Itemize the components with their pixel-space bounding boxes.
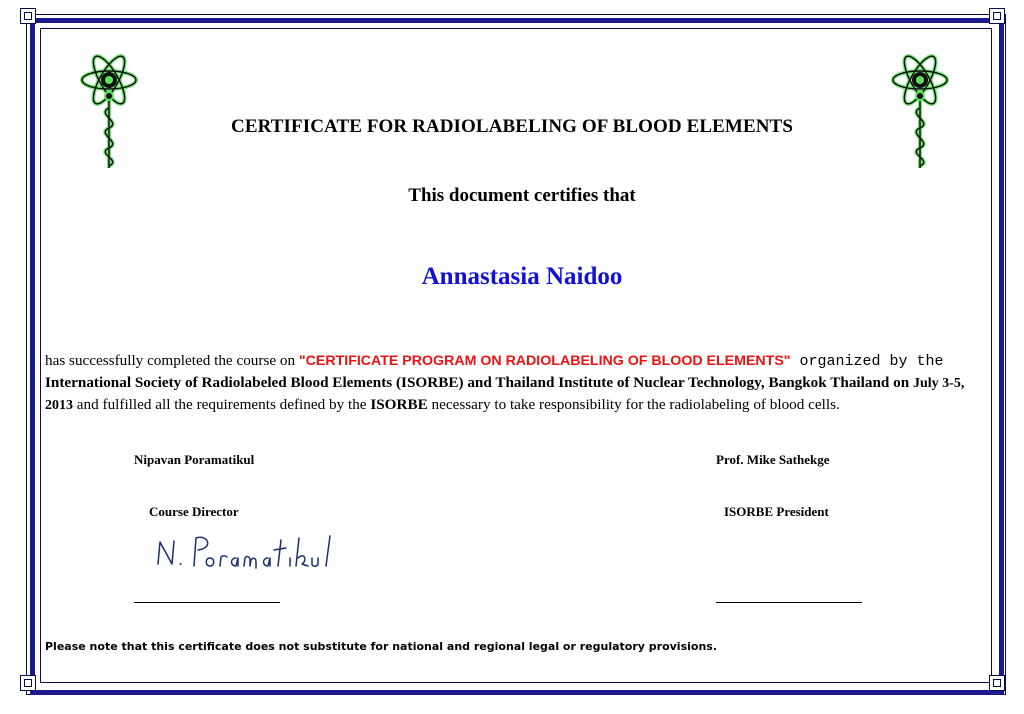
body-text-part3: and fulfilled all the requirements defined by the xyxy=(73,396,371,413)
certifies-heading: This document certifies that xyxy=(408,185,636,206)
course-name: "CERTIFICATE PROGRAM ON RADIOLABELING OF BLOOD ELEMENTS" xyxy=(298,353,791,369)
atom-caduceus-icon xyxy=(78,50,140,174)
certificate-title: CERTIFICATE FOR RADIOLABELING OF BLOOD ELEMENTS xyxy=(231,116,793,137)
isorbe-label: ISORBE xyxy=(370,396,428,413)
corner-ornament-top-right xyxy=(989,8,1005,24)
left-signatory-role: Course Director xyxy=(149,504,239,519)
certificate-body xyxy=(45,350,991,416)
atom-caduceus-icon xyxy=(889,50,951,174)
left-signatory-name: Nipavan Poramatikul xyxy=(134,452,255,467)
handwritten-signature xyxy=(150,528,372,574)
corner-ornament-top-left xyxy=(20,8,36,24)
right-signatory-role: ISORBE President xyxy=(724,504,829,519)
corner-ornament-bottom-left xyxy=(20,675,36,691)
body-text-part1: has successfully completed the course on xyxy=(45,352,299,369)
recipient-name: Annastasia Naidoo xyxy=(421,263,623,290)
body-text-part4: necessary to take responsibility for the radiolabeling of blood cells. xyxy=(427,396,840,413)
disclaimer-note: Please note that this certificate does not substitute for national and regional legal or regulatory provisions. xyxy=(45,640,717,653)
signature-line-left xyxy=(134,602,280,603)
right-signatory-name: Prof. Mike Sathekge xyxy=(716,452,830,467)
signature-line-right xyxy=(716,602,862,603)
corner-ornament-bottom-right xyxy=(989,675,1005,691)
organizers: International Society of Radiolabeled Blood Elements (ISORBE) and Thailand Institute of Nuclear Technology, Bangkok Thailand on xyxy=(45,374,913,391)
course-dates: July 3-5, 2013 xyxy=(45,376,965,413)
body-text-part2: organized by the xyxy=(790,353,944,370)
